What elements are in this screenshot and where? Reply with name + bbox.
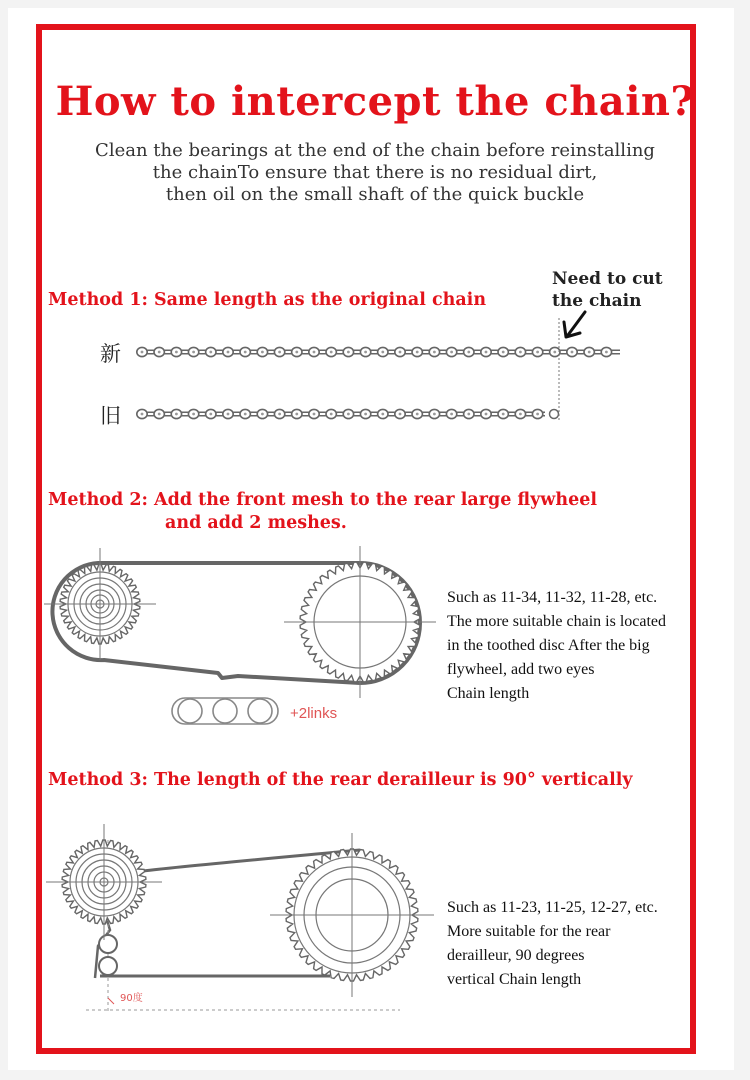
chain-pin xyxy=(209,413,212,416)
front-chainring xyxy=(270,833,434,997)
angle-label: 90度 xyxy=(120,993,143,1004)
chain-pin xyxy=(313,413,316,416)
new-chain-label: 新 xyxy=(100,342,121,366)
method3-drivetrain xyxy=(46,824,434,1012)
chain-pin xyxy=(227,351,230,354)
chain-pin xyxy=(553,351,556,354)
note-line: Chain length xyxy=(447,685,530,702)
links-label: +2links xyxy=(290,705,338,722)
chain-pin xyxy=(295,351,298,354)
method2-heading: Method 2: Add the front mesh to the rear large flywheel xyxy=(48,490,598,510)
chain-pin xyxy=(141,413,144,416)
note-line: in the toothed disc After the big xyxy=(447,637,650,654)
intro-line: the chainTo ensure that there is no residual dirt, xyxy=(152,162,598,183)
chain-end xyxy=(550,410,559,419)
link-roller xyxy=(178,699,202,723)
note-line: Such as 11-23, 11-25, 12-27, etc. xyxy=(447,899,658,916)
chain-pin xyxy=(519,351,522,354)
chain-pin xyxy=(261,351,264,354)
chain-pin xyxy=(485,351,488,354)
jockey-wheel-upper xyxy=(99,935,117,953)
chain-pin xyxy=(571,351,574,354)
intro-line: Clean the bearings at the end of the chain before reinstalling xyxy=(95,140,655,161)
chain-pin xyxy=(588,351,591,354)
method2-heading-cont: and add 2 meshes. xyxy=(165,513,347,533)
note-line: flywheel, add two eyes xyxy=(447,661,595,678)
note-line: vertical Chain length xyxy=(447,971,582,988)
chain-pin xyxy=(244,351,247,354)
chain-pin xyxy=(261,413,264,416)
chain-pin xyxy=(450,351,453,354)
note-line: derailleur, 90 degrees xyxy=(447,947,585,964)
chain-pin xyxy=(605,351,608,354)
link-roller xyxy=(248,699,272,723)
front-chainring xyxy=(284,546,436,698)
chain-pin xyxy=(416,413,419,416)
link-roller xyxy=(213,699,237,723)
intro-line: then oil on the small shaft of the quick buckle xyxy=(165,184,585,205)
note-line: The more suitable chain is located xyxy=(447,613,667,630)
method2-drivetrain xyxy=(44,546,436,698)
method2-note xyxy=(447,586,666,706)
chain-pin xyxy=(381,351,384,354)
chain-pin xyxy=(433,351,436,354)
chain-pin xyxy=(192,413,195,416)
chain-pin xyxy=(192,351,195,354)
chain-pin xyxy=(227,413,230,416)
cut-label-line: the chain xyxy=(552,291,642,311)
chain-pin xyxy=(175,351,178,354)
note-line: Such as 11-34, 11-32, 11-28, etc. xyxy=(447,589,658,606)
cut-arrow-icon xyxy=(564,312,585,337)
chain-pin xyxy=(175,413,178,416)
chain-pin xyxy=(158,351,161,354)
chain-pin xyxy=(536,413,539,416)
new-chain xyxy=(137,347,620,356)
chain-pin xyxy=(467,351,470,354)
extra-links-icon xyxy=(172,698,278,724)
old-chain xyxy=(137,409,559,418)
chain-pin xyxy=(313,351,316,354)
chain-pin xyxy=(433,413,436,416)
cut-label-line: Need to cut xyxy=(552,269,663,289)
chain-pin xyxy=(330,351,333,354)
chain-pin xyxy=(158,413,161,416)
chain-pin xyxy=(141,351,144,354)
chain-pin xyxy=(347,351,350,354)
chain-pin xyxy=(467,413,470,416)
page-title: How to intercept the chain? xyxy=(55,78,695,125)
method1-heading: Method 1: Same length as the original chain xyxy=(48,290,487,310)
old-chain-label: 旧 xyxy=(100,404,121,428)
method3-note xyxy=(447,896,658,992)
chain-pin xyxy=(330,413,333,416)
chain-pin xyxy=(399,413,402,416)
chain-pin xyxy=(416,351,419,354)
chain-pin xyxy=(278,351,281,354)
chain-pin xyxy=(295,413,298,416)
chain-pin xyxy=(502,351,505,354)
chain-pin xyxy=(450,413,453,416)
chain-pin xyxy=(347,413,350,416)
chain-pin xyxy=(485,413,488,416)
note-line: More suitable for the rear xyxy=(447,923,611,940)
chain-pin xyxy=(502,413,505,416)
rear-cassette xyxy=(46,824,162,940)
chain-pin xyxy=(209,351,212,354)
angle-tick xyxy=(108,998,114,1004)
chain-pin xyxy=(399,351,402,354)
chain-pin xyxy=(278,413,281,416)
chain-pin xyxy=(364,413,367,416)
chain-pin xyxy=(536,351,539,354)
jockey-wheel-lower xyxy=(99,957,117,975)
method3-heading: Method 3: The length of the rear derailleur is 90° vertically xyxy=(48,770,633,790)
chain-pin xyxy=(519,413,522,416)
chain-pin xyxy=(364,351,367,354)
chain-pin xyxy=(244,413,247,416)
chain-pin xyxy=(381,413,384,416)
